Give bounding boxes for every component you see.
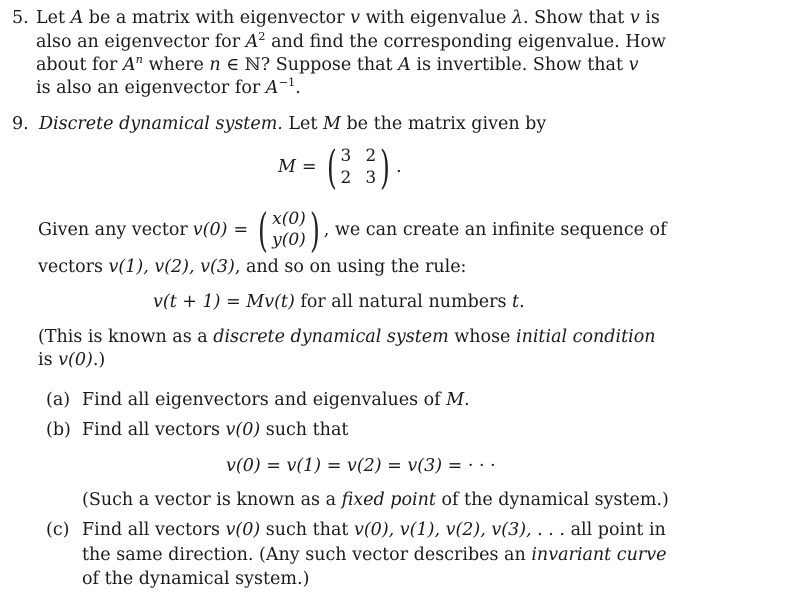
vectors-line: vectors v(1), v(2), v(3), and so on using the rule: — [38, 257, 467, 277]
part-c-line-2: the same direction. (Any such vector describes an invariant curve — [82, 545, 667, 565]
matrix-equation: M = ( 3 2 2 3 ) . — [278, 140, 402, 194]
right-paren: ) — [309, 203, 320, 257]
note-line-2: is v(0).) — [38, 350, 106, 370]
initial-vector: x(0) y(0) — [272, 209, 306, 250]
note-line-1: (This is known as a discrete dynamical system whose initial condition — [38, 327, 656, 347]
part-a-label: (a) — [46, 390, 71, 410]
left-paren: ( — [326, 140, 337, 194]
part-b-text: Find all vectors v(0) such that — [82, 420, 349, 440]
matrix-name: M — [278, 157, 296, 177]
right-paren: ) — [380, 140, 391, 194]
left-paren: ( — [258, 203, 269, 257]
part-c-line-3: of the dynamical system.) — [82, 569, 310, 589]
problem-title: Discrete dynamical system. — [39, 114, 283, 134]
matrix-entries: 3 2 2 3 — [340, 146, 377, 188]
problem-5-line-4: is also an eigenvector for $A^{-1}$. — [36, 75, 301, 98]
fixed-point-equation: v(0) = v(1) = v(2) = v(3) = · · · — [226, 456, 496, 476]
problem-5-line-1: Let A be a matrix with eigenvector v with eigenvalue λ. Show that v is — [36, 8, 660, 28]
part-b-label: (b) — [46, 420, 71, 440]
problem-number: 9. — [12, 114, 29, 134]
part-c-label: (c) — [46, 520, 70, 540]
part-a-text: Find all eigenvectors and eigenvalues of M. — [82, 390, 470, 410]
problem-number: 5. — [12, 8, 29, 28]
rule-equation: v(t + 1) = Mv(t) for all natural numbers t. — [153, 292, 525, 312]
problem-9-heading: Discrete dynamical system. Let M be the matrix given by — [39, 114, 547, 134]
problem-5-line-2: also an eigenvector for $A^2$ and find the corresponding eigenvalue. How — [36, 29, 666, 52]
problem-5-line-3: about for $A^n$ where n ∈ ℕ? Suppose that A is invertible. Show that v — [36, 52, 639, 75]
part-c-line-1: Find all vectors v(0) such that v(0), v(1), v(2), v(3), . . . all point in — [82, 520, 666, 540]
given-vector-line: Given any vector v(0) = ( x(0) y(0) ) , we can create an infinite sequence of — [38, 203, 667, 257]
part-b-note: (Such a vector is known as a fixed point of the dynamical system.) — [82, 490, 669, 510]
